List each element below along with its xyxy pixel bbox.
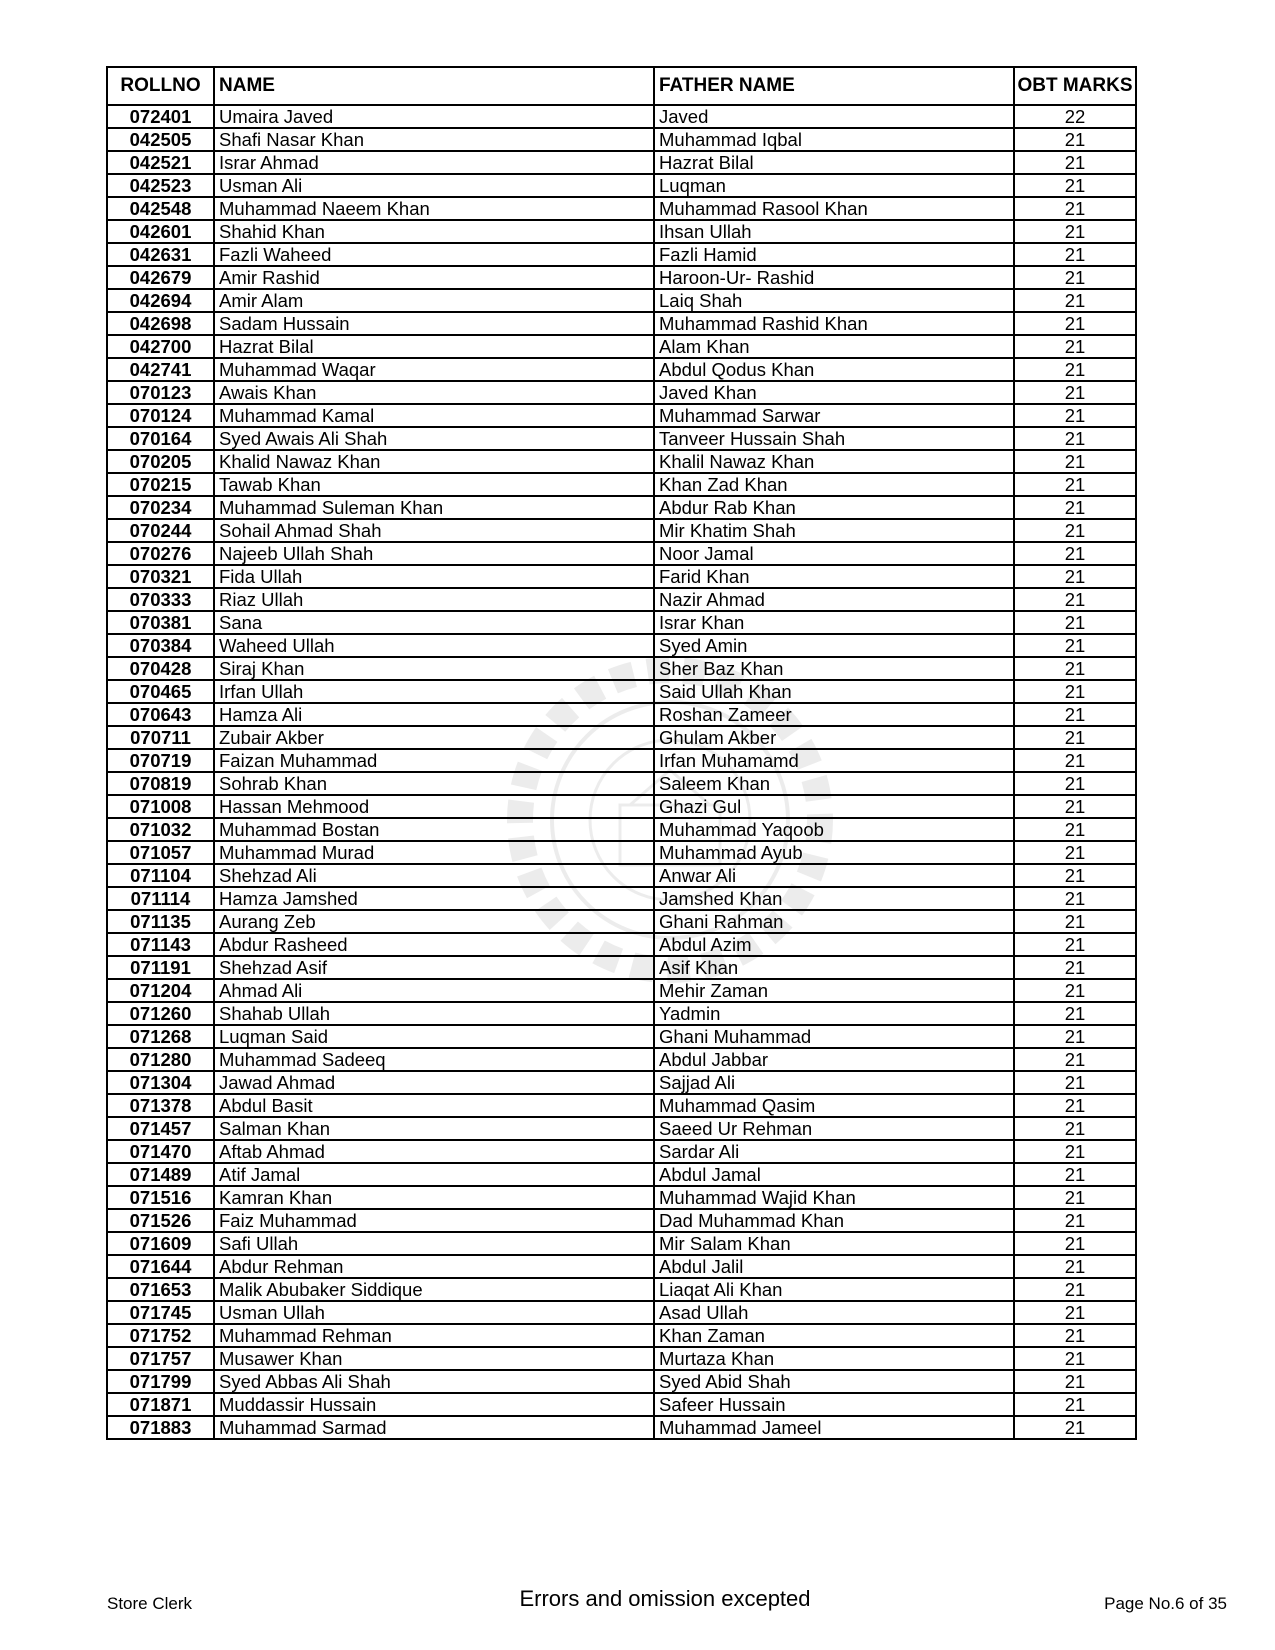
- father-name-cell: Nazir Ahmad: [654, 588, 1014, 611]
- rollno-cell: 042523: [107, 174, 214, 197]
- father-name-cell: Muhammad Sarwar: [654, 404, 1014, 427]
- rollno-cell: 071752: [107, 1324, 214, 1347]
- father-name-cell: Sardar Ali: [654, 1140, 1014, 1163]
- obt-marks-cell: 21: [1014, 565, 1136, 588]
- rollno-cell: 070384: [107, 634, 214, 657]
- obt-marks-cell: 21: [1014, 496, 1136, 519]
- name-cell: Muddassir Hussain: [214, 1393, 654, 1416]
- table-row: [107, 864, 1136, 887]
- table-row: [107, 910, 1136, 933]
- father-name-cell: Javed Khan: [654, 381, 1014, 404]
- father-name-cell: Syed Amin: [654, 634, 1014, 657]
- father-name-cell: Asif Khan: [654, 956, 1014, 979]
- rollno-cell: 071516: [107, 1186, 214, 1209]
- father-name-cell: Muhammad Ayub: [654, 841, 1014, 864]
- column-header-name: NAME: [214, 67, 654, 105]
- table-row: [107, 1301, 1136, 1324]
- table-row: [107, 1094, 1136, 1117]
- name-cell: Jawad Ahmad: [214, 1071, 654, 1094]
- obt-marks-cell: 21: [1014, 864, 1136, 887]
- obt-marks-cell: 21: [1014, 749, 1136, 772]
- name-cell: Safi Ullah: [214, 1232, 654, 1255]
- rollno-cell: 071057: [107, 841, 214, 864]
- name-cell: Umaira Javed: [214, 105, 654, 128]
- table-row: [107, 588, 1136, 611]
- footer-disclaimer: Errors and omission excepted: [519, 1586, 811, 1611]
- name-cell: Muhammad Murad: [214, 841, 654, 864]
- table-row: [107, 151, 1136, 174]
- table-row: [107, 1140, 1136, 1163]
- rollno-cell: 070711: [107, 726, 214, 749]
- table-row: [107, 128, 1136, 151]
- table-row: [107, 1048, 1136, 1071]
- footer-store-clerk: Store Clerk: [107, 1594, 193, 1613]
- table-row: [107, 1071, 1136, 1094]
- name-cell: Shahid Khan: [214, 220, 654, 243]
- rollno-cell: 071526: [107, 1209, 214, 1232]
- obt-marks-cell: 21: [1014, 1301, 1136, 1324]
- obt-marks-cell: 21: [1014, 128, 1136, 151]
- name-cell: Amir Rashid: [214, 266, 654, 289]
- table-row: [107, 1232, 1136, 1255]
- obt-marks-cell: 21: [1014, 657, 1136, 680]
- name-cell: Muhammad Kamal: [214, 404, 654, 427]
- father-name-cell: Javed: [654, 105, 1014, 128]
- obt-marks-cell: 21: [1014, 726, 1136, 749]
- table-row: [107, 1278, 1136, 1301]
- obt-marks-cell: 21: [1014, 1048, 1136, 1071]
- rollno-cell: 070428: [107, 657, 214, 680]
- rollno-cell: 070819: [107, 772, 214, 795]
- name-cell: Khalid Nawaz Khan: [214, 450, 654, 473]
- father-name-cell: Muhammad Jameel: [654, 1416, 1014, 1439]
- name-cell: Sana: [214, 611, 654, 634]
- table-row: [107, 611, 1136, 634]
- name-cell: Fida Ullah: [214, 565, 654, 588]
- father-name-cell: Muhammad Iqbal: [654, 128, 1014, 151]
- table-row: [107, 473, 1136, 496]
- father-name-cell: Tanveer Hussain Shah: [654, 427, 1014, 450]
- rollno-cell: 070276: [107, 542, 214, 565]
- table-row: [107, 266, 1136, 289]
- father-name-cell: Anwar Ali: [654, 864, 1014, 887]
- table-row: [107, 634, 1136, 657]
- table-row: [107, 450, 1136, 473]
- father-name-cell: Saleem Khan: [654, 772, 1014, 795]
- table-row: [107, 1002, 1136, 1025]
- rollno-cell: 071457: [107, 1117, 214, 1140]
- rollno-cell: 071280: [107, 1048, 214, 1071]
- obt-marks-cell: 21: [1014, 1278, 1136, 1301]
- name-cell: Tawab Khan: [214, 473, 654, 496]
- obt-marks-cell: 21: [1014, 841, 1136, 864]
- rollno-cell: 042548: [107, 197, 214, 220]
- table-row: [107, 818, 1136, 841]
- name-cell: Shahab Ullah: [214, 1002, 654, 1025]
- rollno-cell: 070244: [107, 519, 214, 542]
- table-row: [107, 933, 1136, 956]
- rollno-cell: 042700: [107, 335, 214, 358]
- rollno-cell: 071653: [107, 1278, 214, 1301]
- obt-marks-cell: 21: [1014, 427, 1136, 450]
- name-cell: Abdur Rehman: [214, 1255, 654, 1278]
- rollno-cell: 071304: [107, 1071, 214, 1094]
- name-cell: Musawer Khan: [214, 1347, 654, 1370]
- table-row: [107, 749, 1136, 772]
- rollno-cell: 071378: [107, 1094, 214, 1117]
- rollno-cell: 071799: [107, 1370, 214, 1393]
- father-name-cell: Muhammad Yaqoob: [654, 818, 1014, 841]
- rollno-cell: 071470: [107, 1140, 214, 1163]
- obt-marks-cell: 21: [1014, 174, 1136, 197]
- name-cell: Syed Abbas Ali Shah: [214, 1370, 654, 1393]
- name-cell: Sadam Hussain: [214, 312, 654, 335]
- rollno-cell: 070381: [107, 611, 214, 634]
- father-name-cell: Ghani Muhammad: [654, 1025, 1014, 1048]
- rollno-cell: 070234: [107, 496, 214, 519]
- name-cell: Faizan Muhammad: [214, 749, 654, 772]
- rollno-cell: 071745: [107, 1301, 214, 1324]
- rollno-cell: 071191: [107, 956, 214, 979]
- obt-marks-cell: 21: [1014, 151, 1136, 174]
- rollno-cell: 042741: [107, 358, 214, 381]
- table-row: [107, 1393, 1136, 1416]
- name-cell: Hamza Jamshed: [214, 887, 654, 910]
- father-name-cell: Laiq Shah: [654, 289, 1014, 312]
- obt-marks-cell: 22: [1014, 105, 1136, 128]
- name-cell: Aurang Zeb: [214, 910, 654, 933]
- father-name-cell: Muhammad Wajid Khan: [654, 1186, 1014, 1209]
- father-name-cell: Mehir Zaman: [654, 979, 1014, 1002]
- name-cell: Hazrat Bilal: [214, 335, 654, 358]
- father-name-cell: Khalil Nawaz Khan: [654, 450, 1014, 473]
- father-name-cell: Abdul Azim: [654, 933, 1014, 956]
- father-name-cell: Khan Zad Khan: [654, 473, 1014, 496]
- father-name-cell: Ghulam Akber: [654, 726, 1014, 749]
- father-name-cell: Syed Abid Shah: [654, 1370, 1014, 1393]
- father-name-cell: Farid Khan: [654, 565, 1014, 588]
- table-row: [107, 312, 1136, 335]
- father-name-cell: Khan Zaman: [654, 1324, 1014, 1347]
- name-cell: Aftab Ahmad: [214, 1140, 654, 1163]
- name-cell: Atif Jamal: [214, 1163, 654, 1186]
- rollno-cell: 071609: [107, 1232, 214, 1255]
- name-cell: Muhammad Waqar: [214, 358, 654, 381]
- name-cell: Muhammad Bostan: [214, 818, 654, 841]
- father-name-cell: Abdul Qodus Khan: [654, 358, 1014, 381]
- name-cell: Ahmad Ali: [214, 979, 654, 1002]
- rollno-cell: 071268: [107, 1025, 214, 1048]
- name-cell: Irfan Ullah: [214, 680, 654, 703]
- rollno-cell: 070643: [107, 703, 214, 726]
- obt-marks-cell: 21: [1014, 1140, 1136, 1163]
- father-name-cell: Liaqat Ali Khan: [654, 1278, 1014, 1301]
- rollno-cell: 071135: [107, 910, 214, 933]
- name-cell: Hassan Mehmood: [214, 795, 654, 818]
- table-row: [107, 772, 1136, 795]
- name-cell: Abdur Rasheed: [214, 933, 654, 956]
- name-cell: Israr Ahmad: [214, 151, 654, 174]
- rollno-cell: 072401: [107, 105, 214, 128]
- father-name-cell: Abdul Jabbar: [654, 1048, 1014, 1071]
- father-name-cell: Haroon-Ur- Rashid: [654, 266, 1014, 289]
- obt-marks-cell: 21: [1014, 680, 1136, 703]
- name-cell: Sohrab Khan: [214, 772, 654, 795]
- table-row: [107, 1416, 1136, 1439]
- father-name-cell: Dad Muhammad Khan: [654, 1209, 1014, 1232]
- name-cell: Amir Alam: [214, 289, 654, 312]
- obt-marks-cell: 21: [1014, 473, 1136, 496]
- rollno-cell: 071883: [107, 1416, 214, 1439]
- name-cell: Zubair Akber: [214, 726, 654, 749]
- father-name-cell: Hazrat Bilal: [654, 151, 1014, 174]
- obt-marks-cell: 21: [1014, 197, 1136, 220]
- name-cell: Muhammad Suleman Khan: [214, 496, 654, 519]
- obt-marks-cell: 21: [1014, 1117, 1136, 1140]
- obt-marks-cell: 21: [1014, 381, 1136, 404]
- results-table: [106, 66, 1137, 1440]
- obt-marks-cell: 21: [1014, 1232, 1136, 1255]
- rollno-cell: 070124: [107, 404, 214, 427]
- rollno-cell: 070465: [107, 680, 214, 703]
- father-name-cell: Alam Khan: [654, 335, 1014, 358]
- father-name-cell: Noor Jamal: [654, 542, 1014, 565]
- father-name-cell: Mir Khatim Shah: [654, 519, 1014, 542]
- table-row: [107, 381, 1136, 404]
- obt-marks-cell: 21: [1014, 542, 1136, 565]
- rollno-cell: 042521: [107, 151, 214, 174]
- rollno-cell: 071757: [107, 1347, 214, 1370]
- name-cell: Fazli Waheed: [214, 243, 654, 266]
- table-row: [107, 726, 1136, 749]
- obt-marks-cell: 21: [1014, 1025, 1136, 1048]
- name-cell: Sohail Ahmad Shah: [214, 519, 654, 542]
- rollno-cell: 070123: [107, 381, 214, 404]
- name-cell: Muhammad Naeem Khan: [214, 197, 654, 220]
- table-row: [107, 1347, 1136, 1370]
- obt-marks-cell: 21: [1014, 795, 1136, 818]
- obt-marks-cell: 21: [1014, 220, 1136, 243]
- column-header-father-name: FATHER NAME: [654, 67, 1014, 105]
- obt-marks-cell: 21: [1014, 1186, 1136, 1209]
- table-row: [107, 496, 1136, 519]
- rollno-cell: 071489: [107, 1163, 214, 1186]
- rollno-cell: 071032: [107, 818, 214, 841]
- rollno-cell: 071114: [107, 887, 214, 910]
- table-row: [107, 335, 1136, 358]
- obt-marks-cell: 21: [1014, 933, 1136, 956]
- name-cell: Faiz Muhammad: [214, 1209, 654, 1232]
- obt-marks-cell: 21: [1014, 519, 1136, 542]
- father-name-cell: Muhammad Rasool Khan: [654, 197, 1014, 220]
- table-row: [107, 174, 1136, 197]
- name-cell: Shehzad Asif: [214, 956, 654, 979]
- table-row: [107, 542, 1136, 565]
- name-cell: Syed Awais Ali Shah: [214, 427, 654, 450]
- obt-marks-cell: 21: [1014, 772, 1136, 795]
- father-name-cell: Fazli Hamid: [654, 243, 1014, 266]
- rollno-cell: 071260: [107, 1002, 214, 1025]
- father-name-cell: Roshan Zameer: [654, 703, 1014, 726]
- obt-marks-cell: 21: [1014, 1071, 1136, 1094]
- rollno-cell: 071204: [107, 979, 214, 1002]
- table-row: [107, 1186, 1136, 1209]
- name-cell: Muhammad Rehman: [214, 1324, 654, 1347]
- table-row: [107, 1370, 1136, 1393]
- table-row: [107, 220, 1136, 243]
- father-name-cell: Murtaza Khan: [654, 1347, 1014, 1370]
- rollno-cell: 071008: [107, 795, 214, 818]
- father-name-cell: Muhammad Qasim: [654, 1094, 1014, 1117]
- obt-marks-cell: 21: [1014, 1209, 1136, 1232]
- obt-marks-cell: 21: [1014, 634, 1136, 657]
- table-row: [107, 1209, 1136, 1232]
- father-name-cell: Luqman: [654, 174, 1014, 197]
- obt-marks-cell: 21: [1014, 266, 1136, 289]
- table-row: [107, 243, 1136, 266]
- obt-marks-cell: 21: [1014, 588, 1136, 611]
- rollno-cell: 071644: [107, 1255, 214, 1278]
- name-cell: Muhammad Sarmad: [214, 1416, 654, 1439]
- obt-marks-cell: 21: [1014, 404, 1136, 427]
- obt-marks-cell: 21: [1014, 910, 1136, 933]
- obt-marks-cell: 21: [1014, 1416, 1136, 1439]
- father-name-cell: Sher Baz Khan: [654, 657, 1014, 680]
- name-cell: Awais Khan: [214, 381, 654, 404]
- obt-marks-cell: 21: [1014, 1393, 1136, 1416]
- obt-marks-cell: 21: [1014, 703, 1136, 726]
- rollno-cell: 042698: [107, 312, 214, 335]
- rollno-cell: 042601: [107, 220, 214, 243]
- father-name-cell: Muhammad Rashid Khan: [654, 312, 1014, 335]
- rollno-cell: 071143: [107, 933, 214, 956]
- name-cell: Salman Khan: [214, 1117, 654, 1140]
- table-row: [107, 197, 1136, 220]
- table-row: [107, 979, 1136, 1002]
- rollno-cell: 070333: [107, 588, 214, 611]
- father-name-cell: Jamshed Khan: [654, 887, 1014, 910]
- table-row: [107, 358, 1136, 381]
- father-name-cell: Asad Ullah: [654, 1301, 1014, 1324]
- father-name-cell: Ghani Rahman: [654, 910, 1014, 933]
- table-row: [107, 887, 1136, 910]
- obt-marks-cell: 21: [1014, 1163, 1136, 1186]
- father-name-cell: Safeer Hussain: [654, 1393, 1014, 1416]
- name-cell: Najeeb Ullah Shah: [214, 542, 654, 565]
- rollno-cell: 071871: [107, 1393, 214, 1416]
- father-name-cell: Saeed Ur Rehman: [654, 1117, 1014, 1140]
- father-name-cell: Sajjad Ali: [654, 1071, 1014, 1094]
- table-row: [107, 703, 1136, 726]
- name-cell: Muhammad Sadeeq: [214, 1048, 654, 1071]
- obt-marks-cell: 21: [1014, 289, 1136, 312]
- obt-marks-cell: 21: [1014, 1255, 1136, 1278]
- table-row: [107, 519, 1136, 542]
- name-cell: Luqman Said: [214, 1025, 654, 1048]
- table-row: [107, 565, 1136, 588]
- obt-marks-cell: 21: [1014, 611, 1136, 634]
- name-cell: Malik Abubaker Siddique: [214, 1278, 654, 1301]
- obt-marks-cell: 21: [1014, 956, 1136, 979]
- father-name-cell: Mir Salam Khan: [654, 1232, 1014, 1255]
- obt-marks-cell: 21: [1014, 450, 1136, 473]
- father-name-cell: Said Ullah Khan: [654, 680, 1014, 703]
- obt-marks-cell: 21: [1014, 1370, 1136, 1393]
- table-row: [107, 289, 1136, 312]
- father-name-cell: Israr Khan: [654, 611, 1014, 634]
- rollno-cell: 070321: [107, 565, 214, 588]
- table-row: [107, 1163, 1136, 1186]
- name-cell: Usman Ullah: [214, 1301, 654, 1324]
- obt-marks-cell: 21: [1014, 887, 1136, 910]
- name-cell: Shehzad Ali: [214, 864, 654, 887]
- father-name-cell: Abdul Jalil: [654, 1255, 1014, 1278]
- table-row: [107, 1117, 1136, 1140]
- column-header-obt-marks: OBT MARKS: [1014, 67, 1136, 105]
- obt-marks-cell: 21: [1014, 243, 1136, 266]
- rollno-cell: 071104: [107, 864, 214, 887]
- rollno-cell: 042679: [107, 266, 214, 289]
- table-row: [107, 427, 1136, 450]
- rollno-cell: 070215: [107, 473, 214, 496]
- table-row: [107, 956, 1136, 979]
- table-row: [107, 795, 1136, 818]
- obt-marks-cell: 21: [1014, 1002, 1136, 1025]
- table-row: [107, 404, 1136, 427]
- name-cell: Shafi Nasar Khan: [214, 128, 654, 151]
- rollno-cell: 070719: [107, 749, 214, 772]
- rollno-cell: 042694: [107, 289, 214, 312]
- name-cell: Hamza Ali: [214, 703, 654, 726]
- father-name-cell: Abdul Jamal: [654, 1163, 1014, 1186]
- name-cell: Kamran Khan: [214, 1186, 654, 1209]
- father-name-cell: Irfan Muhamamd: [654, 749, 1014, 772]
- obt-marks-cell: 21: [1014, 358, 1136, 381]
- name-cell: Abdul Basit: [214, 1094, 654, 1117]
- table-row: [107, 1324, 1136, 1347]
- name-cell: Waheed Ullah: [214, 634, 654, 657]
- obt-marks-cell: 21: [1014, 335, 1136, 358]
- obt-marks-cell: 21: [1014, 1094, 1136, 1117]
- name-cell: Riaz Ullah: [214, 588, 654, 611]
- obt-marks-cell: 21: [1014, 818, 1136, 841]
- father-name-cell: Yadmin: [654, 1002, 1014, 1025]
- table-row: [107, 105, 1136, 128]
- father-name-cell: Abdur Rab Khan: [654, 496, 1014, 519]
- table-row: [107, 1255, 1136, 1278]
- table-row: [107, 680, 1136, 703]
- rollno-cell: 042631: [107, 243, 214, 266]
- rollno-cell: 042505: [107, 128, 214, 151]
- table-row: [107, 1025, 1136, 1048]
- table-row: [107, 657, 1136, 680]
- father-name-cell: Ghazi Gul: [654, 795, 1014, 818]
- name-cell: Usman Ali: [214, 174, 654, 197]
- table-header-row: [107, 67, 1136, 105]
- obt-marks-cell: 21: [1014, 979, 1136, 1002]
- rollno-cell: 070164: [107, 427, 214, 450]
- obt-marks-cell: 21: [1014, 1324, 1136, 1347]
- father-name-cell: Ihsan Ullah: [654, 220, 1014, 243]
- column-header-rollno: ROLLNO: [107, 67, 214, 105]
- rollno-cell: 070205: [107, 450, 214, 473]
- obt-marks-cell: 21: [1014, 312, 1136, 335]
- obt-marks-cell: 21: [1014, 1347, 1136, 1370]
- table-row: [107, 841, 1136, 864]
- footer-page-number: Page No.6 of 35: [1104, 1594, 1227, 1613]
- name-cell: Siraj Khan: [214, 657, 654, 680]
